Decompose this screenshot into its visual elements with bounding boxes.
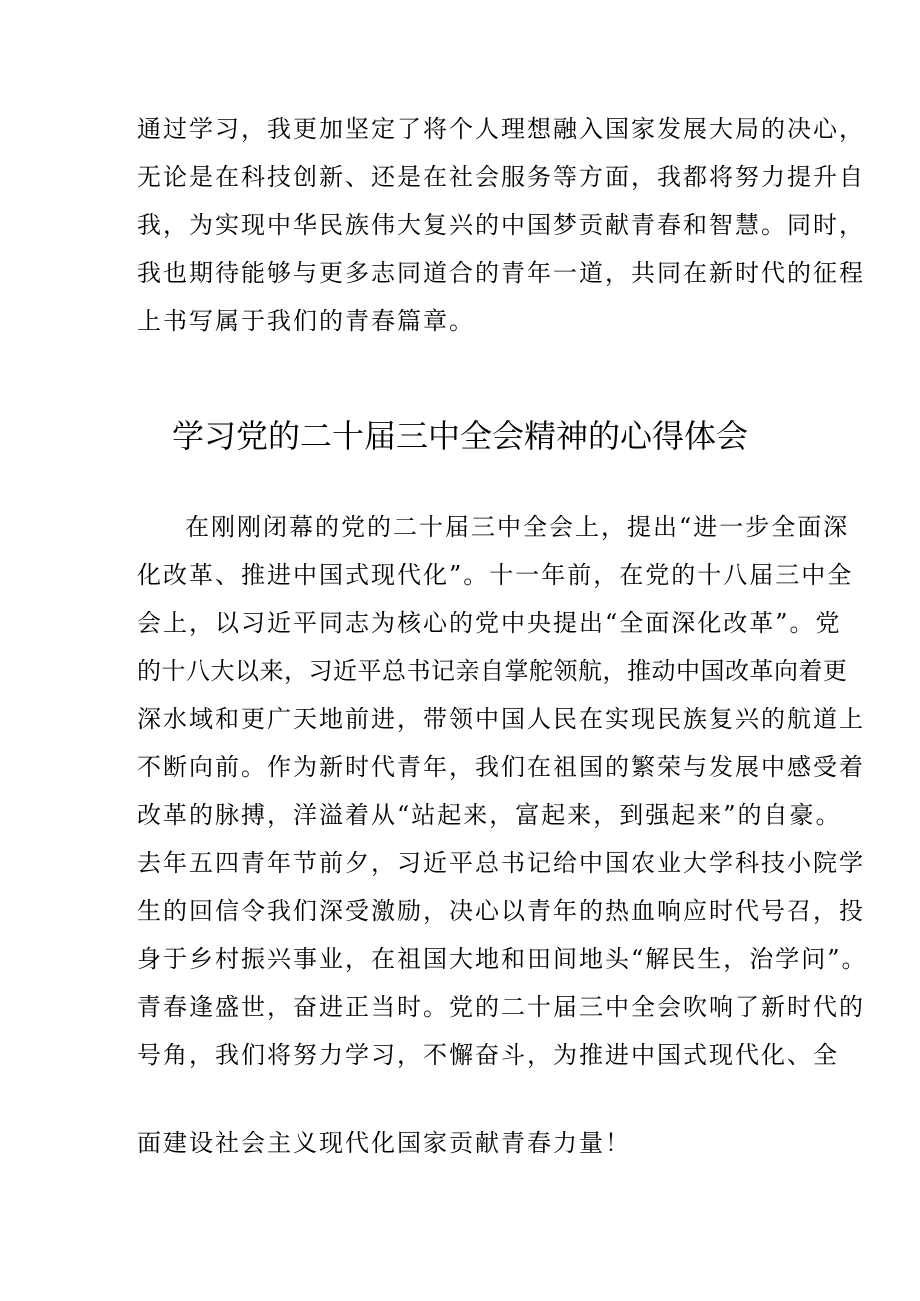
paragraph-line: 通过学习，我更加坚定了将个人理想融入国家发展大局的决心，: [137, 115, 865, 143]
paragraph-line: 深水域和更广天地前进，带领中国人民在实现民族复兴的航道上: [137, 705, 865, 733]
paragraph-line: 会上，以习近平同志为核心的党中央提出“全面深化改革”。党: [137, 609, 842, 637]
paragraph-line: 改革的脉搏，洋溢着从“站起来，富起来，到强起来”的自豪。: [137, 801, 842, 829]
paragraph-line: 我也期待能够与更多志同道合的青年一道，共同在新时代的征程: [137, 259, 865, 287]
paragraph-line: 在刚刚闭幕的党的二十届三中全会上，提出“进一步全面深: [185, 513, 850, 541]
paragraph-line: 去年五四青年节前夕，习近平总书记给中国农业大学科技小院学: [137, 849, 865, 877]
paragraph-line: 无论是在科技创新、还是在社会服务等方面，我都将努力提升自: [137, 163, 865, 191]
paragraph-line: 生的回信令我们深受激励，决心以青年的热血响应时代号召，投: [137, 897, 865, 925]
paragraph-line: 的十八大以来，习近平总书记亲自掌舵领航，推动中国改革向着更: [137, 657, 848, 685]
paragraph-line: 身于乡村振兴事业，在祖国大地和田间地头“解民生，治学问”。: [137, 945, 868, 973]
article-title: 学习党的二十届三中全会精神的心得体会: [171, 417, 748, 455]
paragraph-line: 不断向前。作为新时代青年，我们在祖国的繁荣与发展中感受着: [137, 753, 865, 781]
paragraph-line: 号角，我们将努力学习，不懈奋斗，为推进中国式现代化、全: [137, 1041, 839, 1069]
paragraph-line: 上书写属于我们的青春篇章。: [137, 307, 475, 335]
paragraph-line: 面建设社会主义现代化国家贡献青春力量！: [137, 1129, 631, 1157]
paragraph-line: 化改革、推进中国式现代化”。十一年前，在党的十八届三中全: [137, 561, 854, 589]
paragraph-line: 青春逢盛世，奋进正当时。党的二十届三中全会吹响了新时代的: [137, 993, 865, 1021]
paragraph-line: 我，为实现中华民族伟大复兴的中国梦贡献青春和智慧。同时，: [137, 211, 865, 239]
